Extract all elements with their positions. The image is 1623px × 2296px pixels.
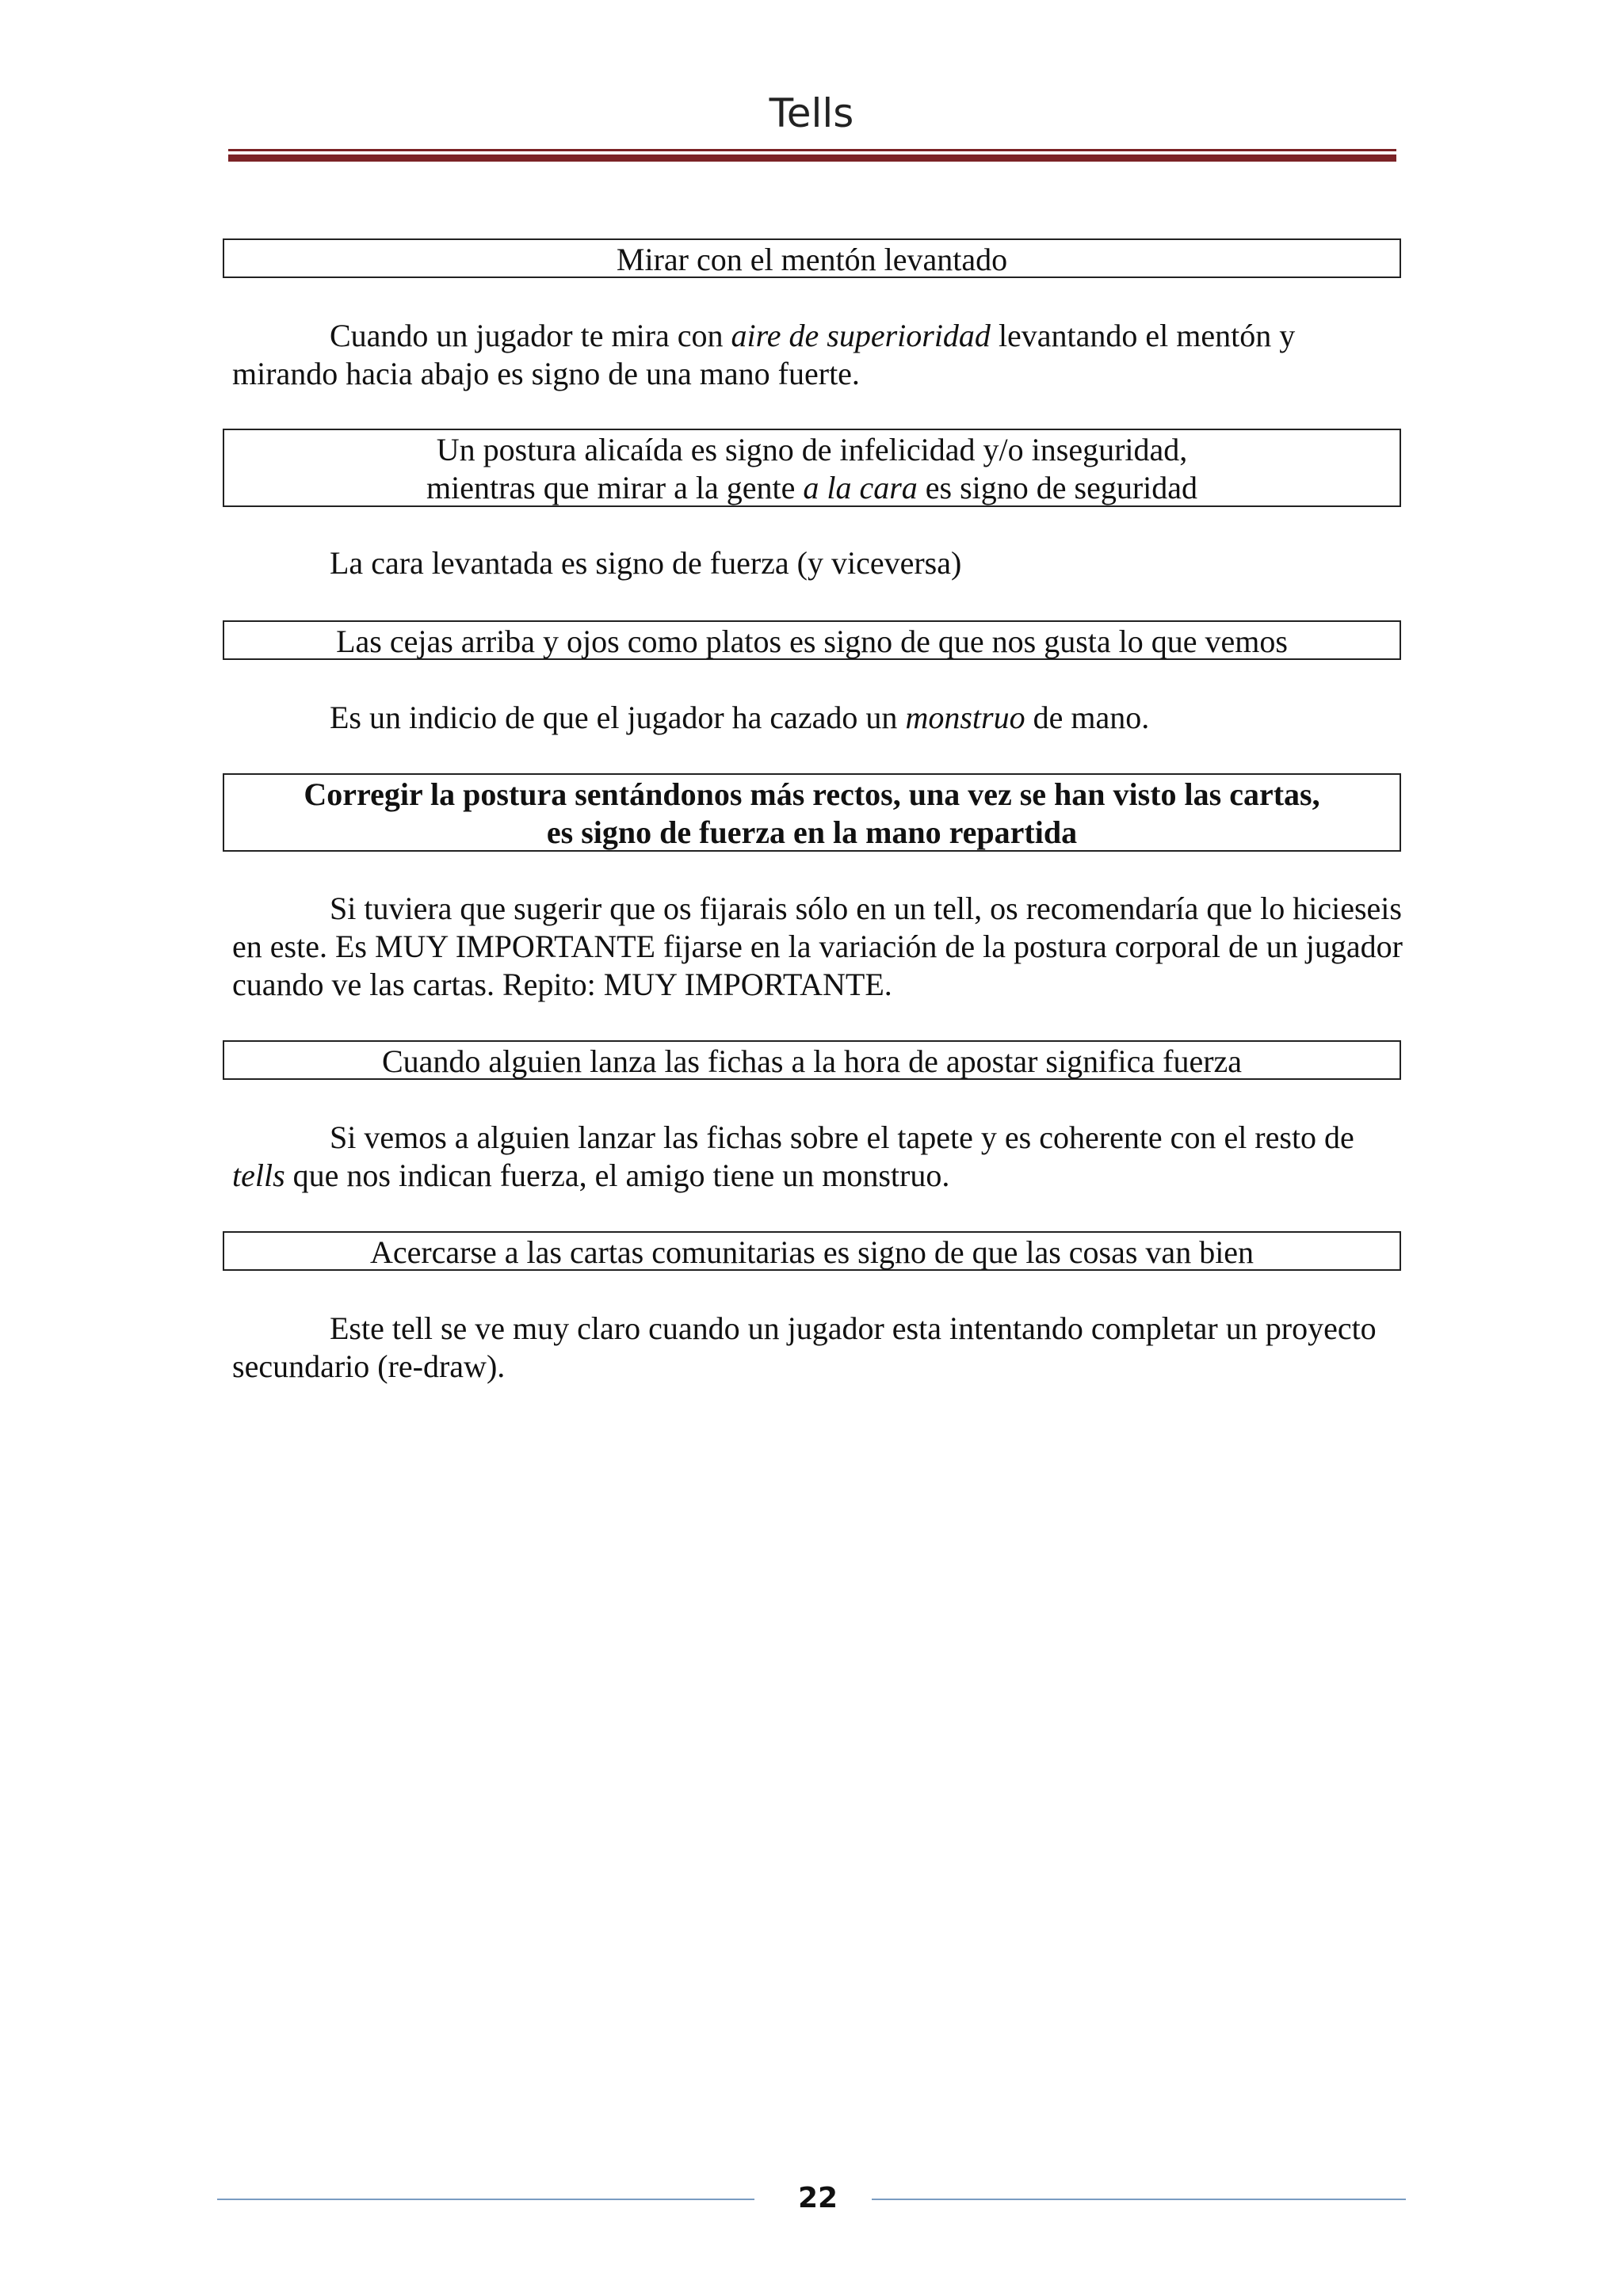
tell-box-line: Un postura alicaída es signo de infelicidad y/o inseguridad, — [436, 432, 1188, 467]
footer-rule-right — [872, 2199, 1406, 2200]
paragraph-emphasis: monstruo — [905, 700, 1025, 735]
paragraph-emphasis: tells — [232, 1158, 285, 1193]
tell-box-text: Cuando alguien lanza las fichas a la hora de apostar significa fuerza — [381, 1043, 1243, 1079]
paragraph-monster — [232, 699, 1405, 737]
paragraph-text: Es un indicio de que el jugador ha cazado un — [330, 700, 906, 735]
tell-box-text: Acercarse a las cartas comunitarias es signo de que las cosas van bien — [369, 1234, 1254, 1270]
footer-rule-left — [217, 2199, 754, 2200]
tell-box-line: Corregir la postura sentándonos más rectos, una vez se han visto las cartas, — [304, 776, 1320, 812]
paragraph-redraw: Este tell se ve muy claro cuando un jugador esta intentando completar un proyecto secundario (re-draw). — [232, 1310, 1377, 1384]
page-number: 22 — [797, 2182, 838, 2214]
tell-box-line: es signo de fuerza en la mano repartida — [546, 814, 1078, 850]
page-header-title: Tells — [769, 90, 854, 136]
tell-box-text: Mirar con el mentón levantado — [616, 242, 1008, 277]
paragraph-face-raised: La cara levantada es signo de fuerza (y viceversa) — [330, 545, 962, 581]
paragraph-chips — [232, 1119, 1405, 1195]
tell-box-chin-raised — [223, 238, 1401, 278]
paragraph-text: levantando el mentón y mirando hacia abajo es signo de una mano fuerte. — [232, 318, 1296, 391]
tell-box-posture — [223, 429, 1401, 507]
tell-box-straighten-posture — [223, 773, 1401, 852]
paragraph-text: de mano. — [1025, 700, 1150, 735]
paragraph-text: Si vemos a alguien lanzar las fichas sobre el tapete y es coherente con el resto de — [330, 1119, 1354, 1155]
paragraph-emphasis: aire de superioridad — [731, 318, 991, 353]
tell-box-community-cards — [223, 1231, 1401, 1271]
tell-box-eyebrows — [223, 620, 1401, 660]
paragraph-superiority — [232, 317, 1405, 393]
paragraph-important: Si tuviera que sugerir que os fijarais sólo en un tell, os recomendaría que lo hicieseis en este. Es MUY IMPORTANTE fijarse en la variación de la postura corporal de un jugador cuando ve las cartas. Repito: MUY IMPORTANTE. — [232, 891, 1403, 1002]
header-rule-thick — [228, 154, 1396, 162]
tell-box-text: Las cejas arriba y ojos como platos es signo de que nos gusta lo que vemos — [336, 624, 1288, 659]
tell-box-line: mientras que mirar a la gente a la cara es signo de seguridad — [426, 470, 1198, 505]
header-rule — [228, 149, 1396, 151]
paragraph-text: Cuando un jugador te mira con — [330, 318, 731, 353]
paragraph-text: que nos indican fuerza, el amigo tiene un monstruo. — [285, 1158, 950, 1193]
tell-box-throw-chips — [223, 1040, 1401, 1080]
